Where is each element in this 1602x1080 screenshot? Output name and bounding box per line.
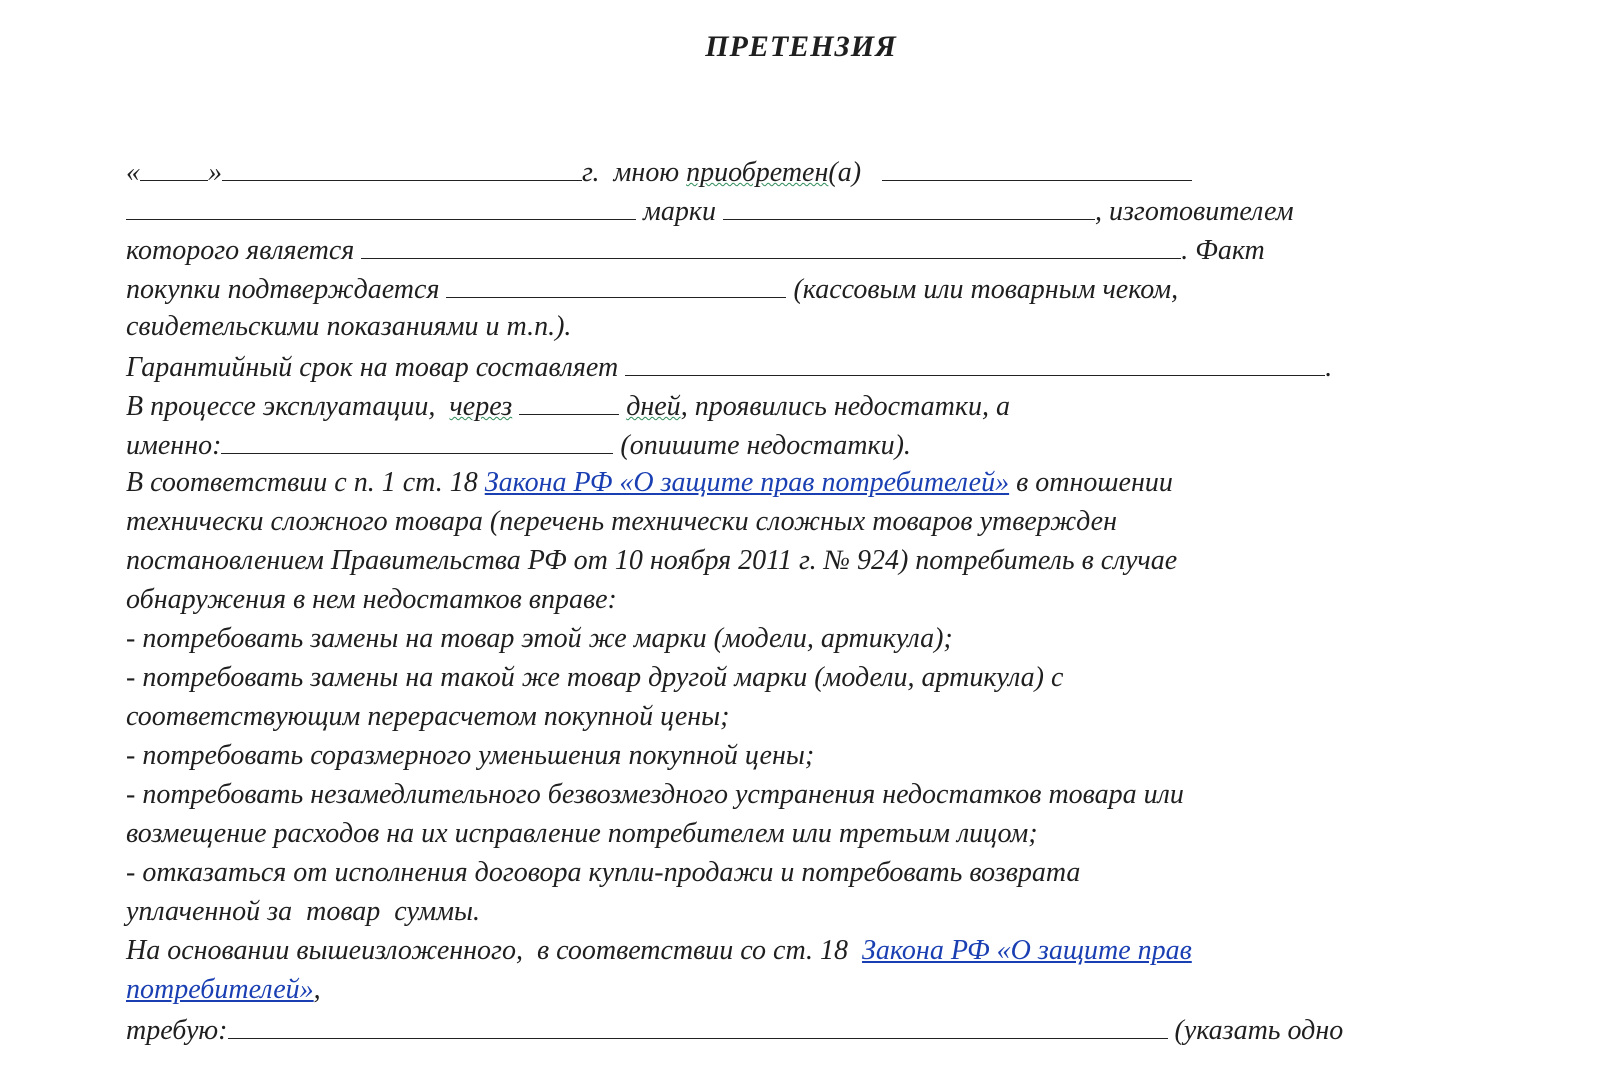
list-item-3: - потребовать соразмерного уменьшения покупной цены; [126, 740, 815, 771]
demand-text: требую: [126, 1015, 228, 1046]
line-10: технически сложного товара (перечень технически сложных товаров утвержден [126, 506, 1117, 537]
defects-text: , проявились недостатки, а [680, 391, 1010, 422]
proof-hint: (кассовым или товарным чеком, [786, 274, 1179, 305]
line-warranty [126, 349, 1332, 385]
days-word: дней [626, 391, 681, 422]
through-word: через [449, 391, 513, 422]
operation-text: В процессе эксплуатации, [126, 391, 450, 422]
list-item-2-cont: соответствующим перерасчетом покупной цены; [126, 701, 730, 732]
defects-hint: (опишите недостатки). [613, 430, 911, 461]
line-demand [126, 1012, 1343, 1048]
line-law-ref [126, 466, 1173, 500]
line-purchase-date [126, 154, 1192, 190]
line-conclusion [126, 934, 1192, 968]
line-proof [126, 271, 1178, 307]
consumer-law-link[interactable]: Закона РФ «О защите прав потребителей» [484, 467, 1010, 498]
manufacturer-label: , изготовителем [1094, 196, 1294, 227]
line-conclusion-cont: потребителей», [126, 974, 321, 1005]
demand-hint: (указать одно [1167, 1015, 1344, 1046]
product-blank[interactable] [882, 154, 1192, 181]
namely-text: именно: [126, 430, 222, 461]
list-item-5: - отказаться от исполнения договора купли-продажи и потребовать возврата [126, 857, 1081, 888]
list-item-1: - потребовать замены на товар этой же марки (модели, артикула); [126, 623, 953, 654]
line-12: обнаружения в нем недостатков вправе: [126, 584, 617, 615]
line-11: постановлением Правительства РФ от 10 ноября 2011 г. № 924) потребитель в случае [126, 545, 1178, 576]
consumer-law-link-2[interactable]: Закона РФ «О защите прав [862, 935, 1192, 966]
line-manufacturer [126, 232, 1265, 268]
proof-blank[interactable] [446, 271, 786, 298]
manufacturer-blank[interactable] [361, 232, 1181, 259]
manufacturer-text: которого является [126, 235, 362, 266]
defects-blank[interactable] [221, 427, 613, 454]
list-item-2: - потребовать замены на такой же товар другой марки (модели, артикула) с [126, 662, 1064, 693]
warranty-blank[interactable] [625, 349, 1325, 376]
line-brand [126, 193, 1294, 229]
consumer-law-link-2-cont[interactable]: потребителей» [126, 974, 314, 1005]
list-item-4: - потребовать незамедлительного безвозмездного устранения недостатков товара или [126, 779, 1184, 810]
brand-blank[interactable] [723, 193, 1095, 220]
purchased-word: приобретен [686, 157, 829, 188]
gender-suffix: (а) [828, 157, 862, 188]
product-blank-2[interactable] [126, 193, 636, 220]
demand-blank[interactable] [228, 1012, 1168, 1039]
line-operation [126, 388, 1010, 424]
purchase-text: г. мною [582, 157, 687, 188]
list-item-5-cont: уплаченной за товар суммы. [126, 896, 480, 927]
brand-label: марки [636, 196, 723, 227]
quote-close: » [208, 157, 222, 188]
conclusion-text: На основании вышеизложенного, в соответствии со ст. 18 [126, 935, 863, 966]
days-blank[interactable] [519, 388, 619, 415]
list-item-4-cont: возмещение расходов на их исправление потребителем или третьим лицом; [126, 818, 1038, 849]
line-namely [126, 427, 911, 463]
warranty-text: Гарантийный срок на товар составляет [126, 352, 626, 383]
regard-text: в отношении [1009, 467, 1173, 498]
day-blank[interactable] [140, 154, 208, 181]
month-year-blank[interactable] [222, 154, 582, 181]
law-ref-text: В соответствии с п. 1 ст. 18 [126, 467, 485, 498]
document-title: ПРЕТЕНЗИЯ [705, 30, 897, 63]
fact-text: . Факт [1181, 235, 1265, 266]
proof-text: покупки подтверждается [126, 274, 447, 305]
quote-open: « [126, 157, 140, 188]
warranty-period: . [1325, 352, 1333, 383]
line-proof-cont: свидетельскими показаниями и т.п.). [126, 311, 572, 342]
